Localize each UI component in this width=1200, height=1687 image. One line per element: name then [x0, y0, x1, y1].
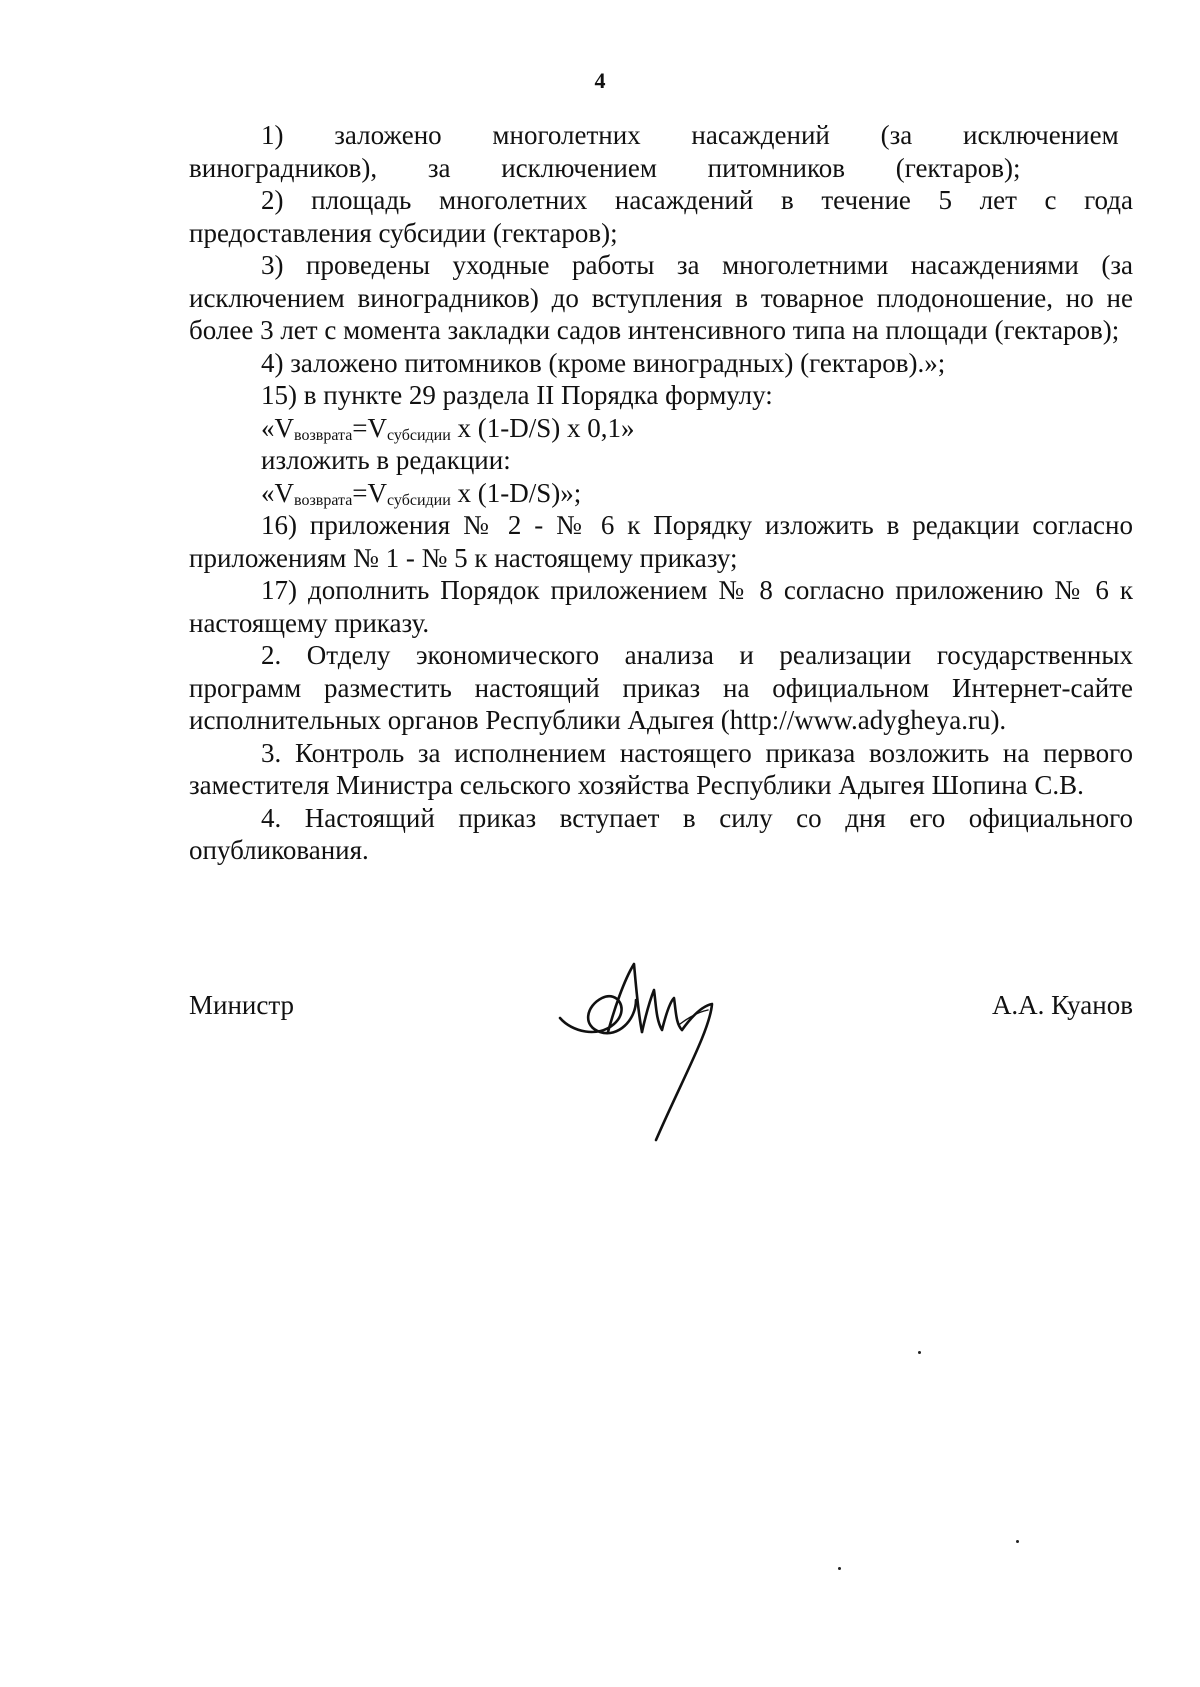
- signatory-title: Министр: [189, 990, 294, 1020]
- formula-new-tail: x (1-D/S)»;: [457, 477, 582, 508]
- formula-original-eq: =V: [352, 412, 388, 443]
- formula-original-open: «V: [261, 412, 294, 443]
- formula-new-open: «V: [261, 477, 294, 508]
- formula-original-tail: x (1-D/S) x 0,1»: [457, 412, 635, 443]
- formula-original-sub-return: возврата: [294, 426, 353, 444]
- paragraph-point-3: 3. Контроль за исполнением настоящего приказа возложить на первого заместителя Министра сельского хозяйства Республики Адыгея Шопина С.В.: [189, 737, 1133, 800]
- document-body: [189, 119, 1133, 867]
- paragraph-item-16: 16) приложения № 2 - № 6 к Порядку изложить в редакции согласно приложениям № 1 - № 5 к настоящему приказу;: [189, 510, 1133, 573]
- paragraph-item-15: 15) в пункте 29 раздела II Порядка формулу:: [261, 380, 773, 410]
- paragraph-point-4: 4. Настоящий приказ вступает в силу со дня его официального опубликования.: [189, 802, 1133, 865]
- edit-instruction: изложить в редакции:: [261, 445, 511, 475]
- page-number: 4: [594, 68, 606, 93]
- scan-speck: [838, 1567, 841, 1570]
- formula-new-eq: =V: [352, 477, 388, 508]
- scan-speck: [1016, 1540, 1019, 1543]
- formula-new-sub-subsidy: субсидии: [387, 491, 451, 509]
- formula-original-sub-subsidy: субсидии: [387, 426, 451, 444]
- signatory-name: А.А. Куанов: [991, 990, 1133, 1020]
- handwritten-signature: [552, 960, 752, 1150]
- paragraph-item-3: 3) проведены уходные работы за многолетними насаждениями (за исключением виноградников) до вступления в товарное плодоношение, но не более 3 лет с момента закладки садов интенсивного типа на площади (гектаров);: [189, 250, 1133, 345]
- formula-original: [189, 412, 1133, 445]
- paragraph-item-1: 1) заложено многолетних насаждений (за исключением виноградников), за исключением питомников (гектаров);: [189, 120, 1119, 183]
- paragraph-item-4: 4) заложено питомников (кроме виноградных) (гектаров).»;: [261, 347, 946, 378]
- paragraph-item-17: 17) дополнить Порядок приложением № 8 согласно приложению № 6 к настоящему приказу.: [189, 575, 1133, 638]
- scan-speck: [918, 1351, 921, 1354]
- paragraph-item-2: 2) площадь многолетних насаждений в течение 5 лет с года предоставления субсидии (гектаров);: [189, 185, 1133, 248]
- paragraph-point-2: 2. Отделу экономического анализа и реализации государственных программ разместить настоящий приказ на официальном Интернет-сайте исполнительных органов Республики Адыгея (http://www.adygheya.ru).: [189, 640, 1133, 735]
- formula-new-sub-return: возврата: [294, 491, 353, 509]
- formula-new: [189, 477, 1133, 510]
